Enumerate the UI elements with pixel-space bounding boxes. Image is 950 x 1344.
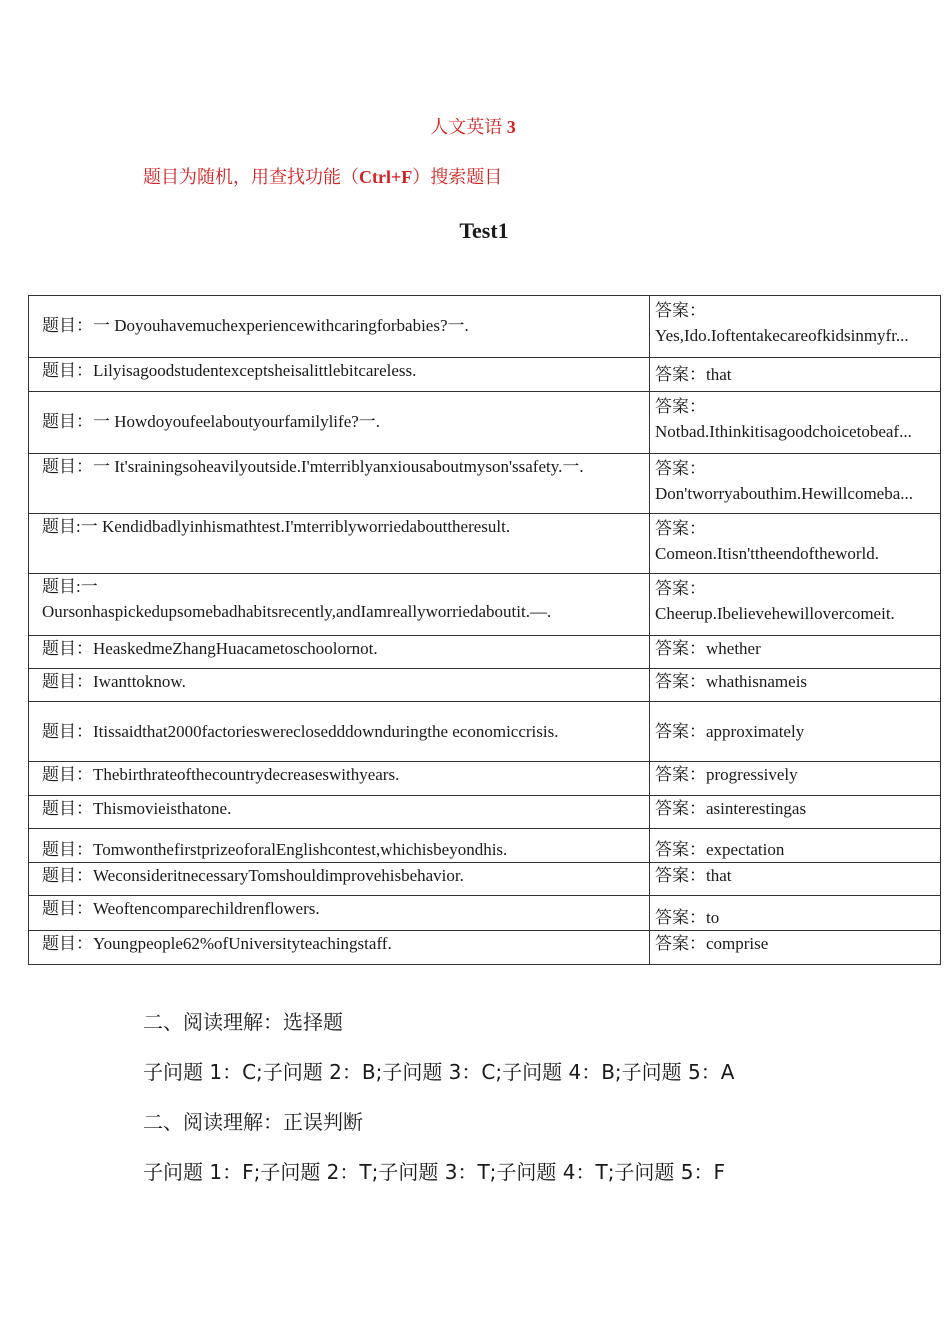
notice-post: ）搜索题目 xyxy=(412,167,503,187)
answer-cell xyxy=(650,702,941,762)
qa-table xyxy=(28,295,941,965)
answer-text: 答案：that xyxy=(655,365,732,384)
question-text: 题目：Itissaidthat2000factorieswereclosedddownduringthe economiccrisis. xyxy=(42,722,559,741)
tf-heading: 二、阅读理解：正误判断 xyxy=(143,1110,363,1134)
answer-text: 答案： Don'tworryabouthim.Hewillcomeba... xyxy=(655,459,914,503)
qa-row xyxy=(29,863,941,896)
answer-text: 答案： Notbad.Ithinkitisagoodchoicetobeaf... xyxy=(655,397,912,441)
question-text: 题目：一 It'srainingsoheavilyoutside.I'mterriblyanxiousaboutmyson'ssafety.一. xyxy=(42,457,584,476)
answer-text: 答案： Comeon.Itisn'ttheendoftheworld. xyxy=(655,519,880,563)
question-text: 题目:一 Oursonhaspickedupsomebadhabitsrecently,andIamreallyworriedaboutit.—. xyxy=(42,577,552,621)
answer-text: 答案：to xyxy=(655,908,720,927)
course-title-num: 3 xyxy=(506,117,516,137)
question-text: 题目：Lilyisagoodstudentexceptsheisalittlebitcareless. xyxy=(42,361,417,380)
answer-text: 答案：that xyxy=(655,866,732,885)
choice-answers: 子问题 1：C;子问题 2：B;子问题 3：C;子问题 4：B;子问题 5：A xyxy=(143,1060,735,1084)
question-text: 题目：Youngpeople62%ofUniversityteachingstaff. xyxy=(42,934,392,953)
question-cell xyxy=(29,636,650,669)
question-cell xyxy=(29,762,650,796)
qa-row xyxy=(29,296,941,358)
question-cell xyxy=(29,829,650,863)
question-cell xyxy=(29,296,650,358)
tf-answers: 子问题 1：F;子问题 2：T;子问题 3：T;子问题 4：T;子问题 5：F xyxy=(143,1160,726,1184)
qa-row xyxy=(29,358,941,392)
qa-row xyxy=(29,636,941,669)
answer-cell xyxy=(650,454,941,514)
question-text: 题目：Weoftencomparechildrenflowers. xyxy=(42,899,320,918)
search-notice xyxy=(143,163,502,189)
answer-text: 答案：comprise xyxy=(655,934,769,953)
answer-cell xyxy=(650,762,941,796)
answer-text: 答案：progressively xyxy=(655,765,798,784)
question-text: 题目：TomwonthefirstprizeoforalEnglishcontest,whichisbeyondhis. xyxy=(42,840,508,859)
question-text: 题目：一 Doyouhavemuchexperiencewithcaringforbabies?一. xyxy=(42,316,469,335)
question-cell xyxy=(29,392,650,454)
answer-cell xyxy=(650,896,941,931)
qa-row xyxy=(29,931,941,965)
question-text: 题目：一 Howdoyoufeelaboutyourfamilylife?一. xyxy=(42,412,381,431)
qa-row xyxy=(29,762,941,796)
answer-text: 答案： Yes,Ido.Ioftentakecareofkidsinmyfr... xyxy=(655,301,909,345)
answer-cell xyxy=(650,796,941,829)
notice-shortcut: Ctrl+F xyxy=(359,167,413,187)
answer-text: 答案：approximately xyxy=(655,722,805,741)
question-cell xyxy=(29,896,650,931)
question-text: 题目：Thismovieisthatone. xyxy=(42,799,232,818)
question-text: 题目：Iwanttoknow. xyxy=(42,672,186,691)
answer-cell xyxy=(650,669,941,702)
answer-cell xyxy=(650,358,941,392)
answer-cell xyxy=(650,296,941,358)
answer-text: 答案：whathisnameis xyxy=(655,672,808,691)
qa-row xyxy=(29,896,941,931)
answer-cell xyxy=(650,636,941,669)
answer-text: 答案：asinterestingas xyxy=(655,799,807,818)
qa-row xyxy=(29,702,941,762)
qa-row xyxy=(29,669,941,702)
answer-cell xyxy=(650,829,941,863)
answer-text: 答案：whether xyxy=(655,639,761,658)
question-cell xyxy=(29,358,650,392)
answer-cell xyxy=(650,931,941,965)
qa-row xyxy=(29,829,941,863)
test-title: Test1 xyxy=(459,218,509,243)
qa-row xyxy=(29,454,941,514)
qa-row xyxy=(29,574,941,636)
question-cell xyxy=(29,574,650,636)
answer-text: 答案：expectation xyxy=(655,840,785,859)
qa-row xyxy=(29,514,941,574)
question-text: 题目：WeconsideritnecessaryTomshouldimprovehisbehavior. xyxy=(42,866,464,885)
qa-row xyxy=(29,392,941,454)
question-cell xyxy=(29,514,650,574)
choice-heading: 二、阅读理解：选择题 xyxy=(143,1010,343,1034)
question-text: 题目:一 Kendidbadlyinhismathtest.I'mterriblyworriedabouttheresult. xyxy=(42,517,511,536)
question-cell xyxy=(29,702,650,762)
question-cell xyxy=(29,931,650,965)
answer-cell xyxy=(650,863,941,896)
question-text: 题目：Thebirthrateofthecountrydecreaseswithyears. xyxy=(42,765,400,784)
notice-pre: 题目为随机，用查找功能（ xyxy=(143,167,359,187)
question-cell xyxy=(29,863,650,896)
question-cell xyxy=(29,454,650,514)
answer-cell xyxy=(650,392,941,454)
answer-cell xyxy=(650,574,941,636)
question-text: 题目：HeaskedmeZhangHuacametoschoolornot. xyxy=(42,639,378,658)
course-title xyxy=(0,113,946,139)
answer-cell xyxy=(650,514,941,574)
question-cell xyxy=(29,669,650,702)
course-title-cn: 人文英语 xyxy=(430,117,503,137)
qa-row xyxy=(29,796,941,829)
question-cell xyxy=(29,796,650,829)
answer-text: 答案： Cheerup.Ibelievehewillovercomeit. xyxy=(655,579,895,623)
